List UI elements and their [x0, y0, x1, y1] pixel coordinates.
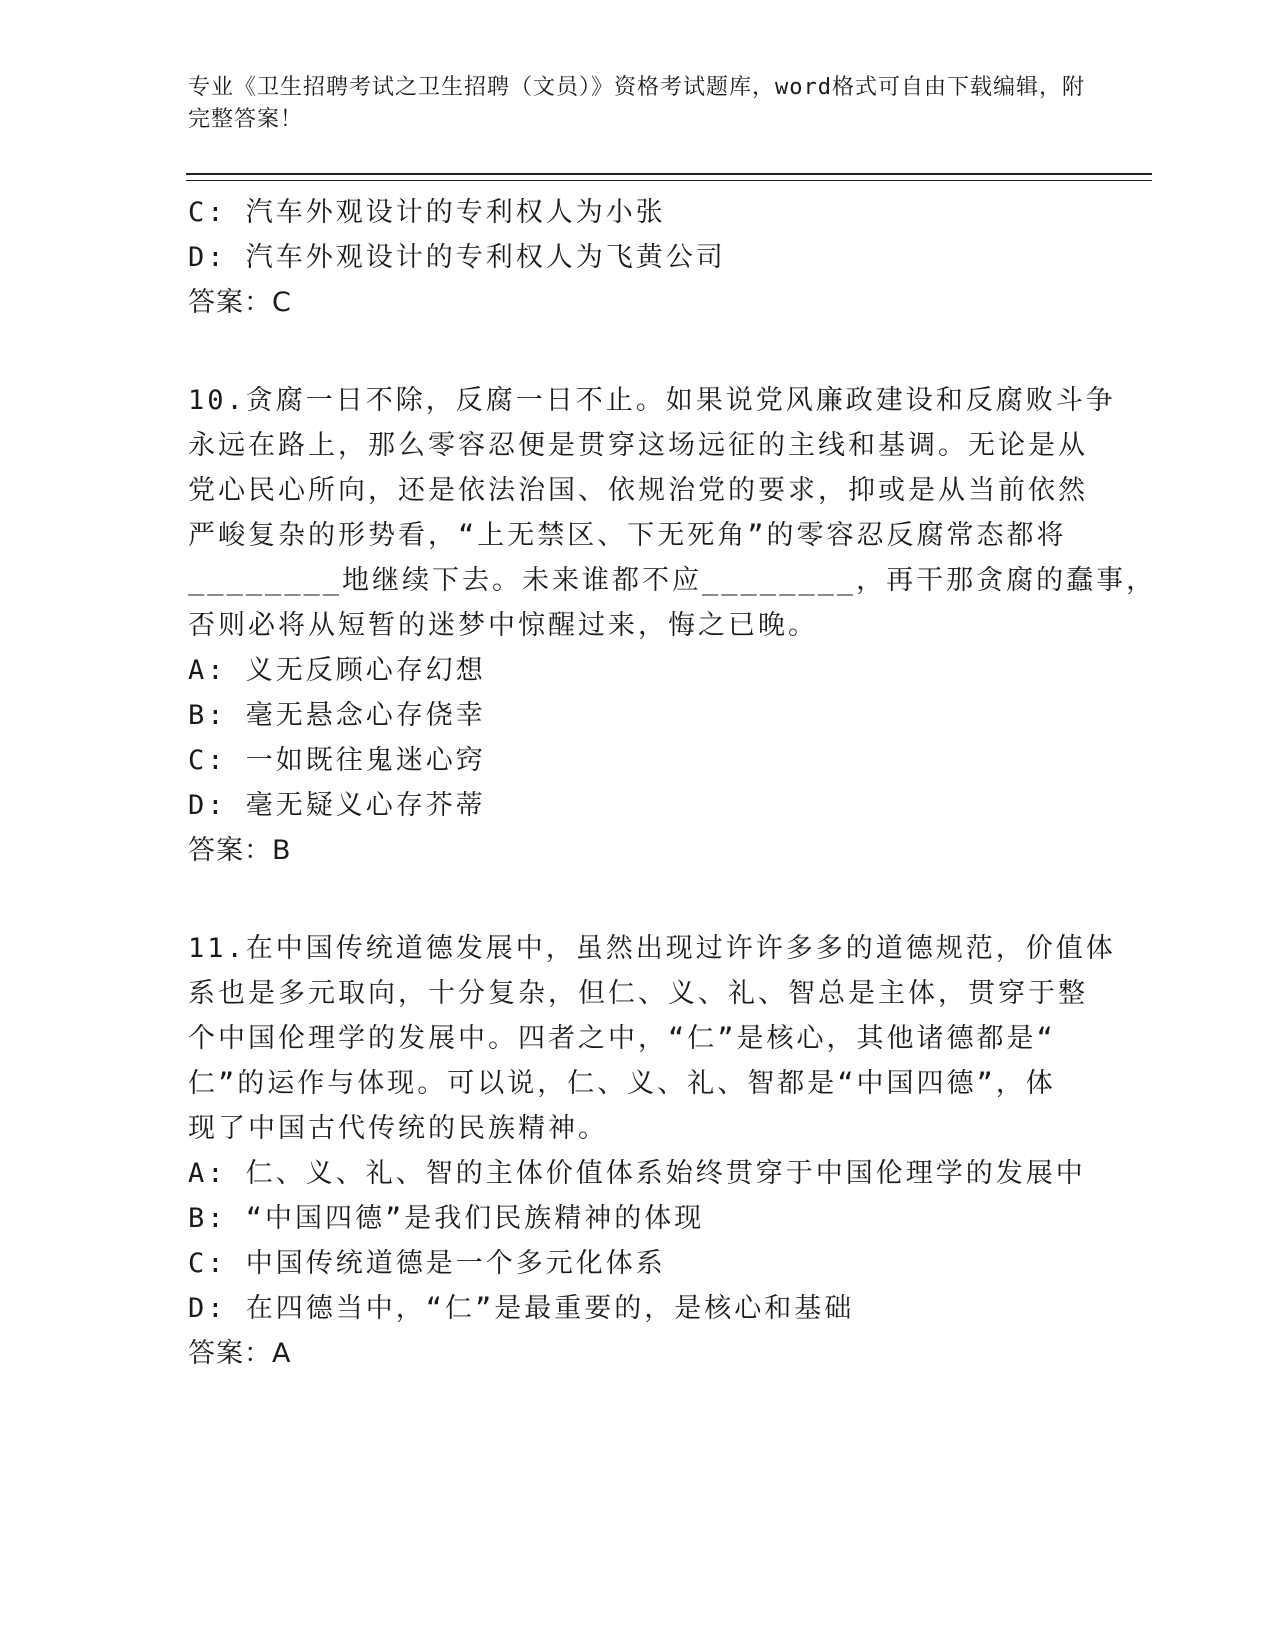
- option-a: A: 仁、义、礼、智的主体价值体系始终贯穿于中国伦理学的发展中: [188, 1158, 1086, 1189]
- header-divider: [186, 173, 1152, 175]
- answer-label: 答案：A: [188, 1338, 292, 1369]
- spacer: [188, 874, 1088, 926]
- option-d: D: 毫无疑义心存芥蒂: [188, 790, 486, 821]
- option-a: A: 义无反顾心存幻想: [188, 655, 486, 686]
- option-b: B: “中国四德”是我们民族精神的体现: [188, 1203, 705, 1234]
- option-b: B: 毫无悬念心存侥幸: [188, 700, 486, 731]
- answer-label: 答案：B: [188, 835, 292, 866]
- option-c: C: 中国传统道德是一个多元化体系: [188, 1248, 666, 1279]
- option-d: D: 汽车外观设计的专利权人为飞黄公司: [188, 242, 726, 273]
- question-content: [188, 190, 1157, 1377]
- option-c: C: 一如既往鬼迷心窍: [188, 745, 486, 776]
- option-c: C: 汽车外观设计的专利权人为小张: [188, 197, 666, 228]
- header-text: 专业《卫生招聘考试之卫生招聘（文员）》资格考试题库，word格式可自由下载编辑，附完整答案！: [188, 75, 1085, 132]
- question-stem: 10.贪腐一日不除，反腐一日不止。如果说党风廉政建设和反腐败斗争 永远在路上，那么零容忍便是贯穿这场远征的主线和基调。无论是从 党心民心所向，还是依法治国、依规治党的要求，抑或是从当前依然 严峻复杂的形势看，“上无禁区、下无死角”的零容忍反腐常态都将 ________地继续下去。未来谁都不应________，再干那贪腐的蠢事， 否则必将从短暂的迷梦中惊醒过来，悔之已晚。: [188, 385, 1157, 641]
- question-9-tail: [188, 190, 1088, 326]
- answer-label: 答案：C: [188, 287, 292, 318]
- document-header: [188, 72, 1088, 136]
- question-stem: 11.在中国传统道德发展中，虽然出现过许许多多的道德规范，价值体 系也是多元取向，十分复杂，但仁、义、礼、智总是主体，贯穿于整 个中国伦理学的发展中。四者之中，“仁”是核心，其他诸德都是“ 仁”的运作与体现。可以说，仁、义、礼、智都是“中国四德”，体 现了中国古代传统的民族精神。: [188, 933, 1116, 1144]
- header-divider-thin: [186, 180, 1152, 181]
- question-10: [188, 378, 1157, 874]
- spacer: [188, 326, 1088, 378]
- option-d: D: 在四德当中，“仁”是最重要的，是核心和基础: [188, 1293, 855, 1324]
- question-11: [188, 926, 1116, 1377]
